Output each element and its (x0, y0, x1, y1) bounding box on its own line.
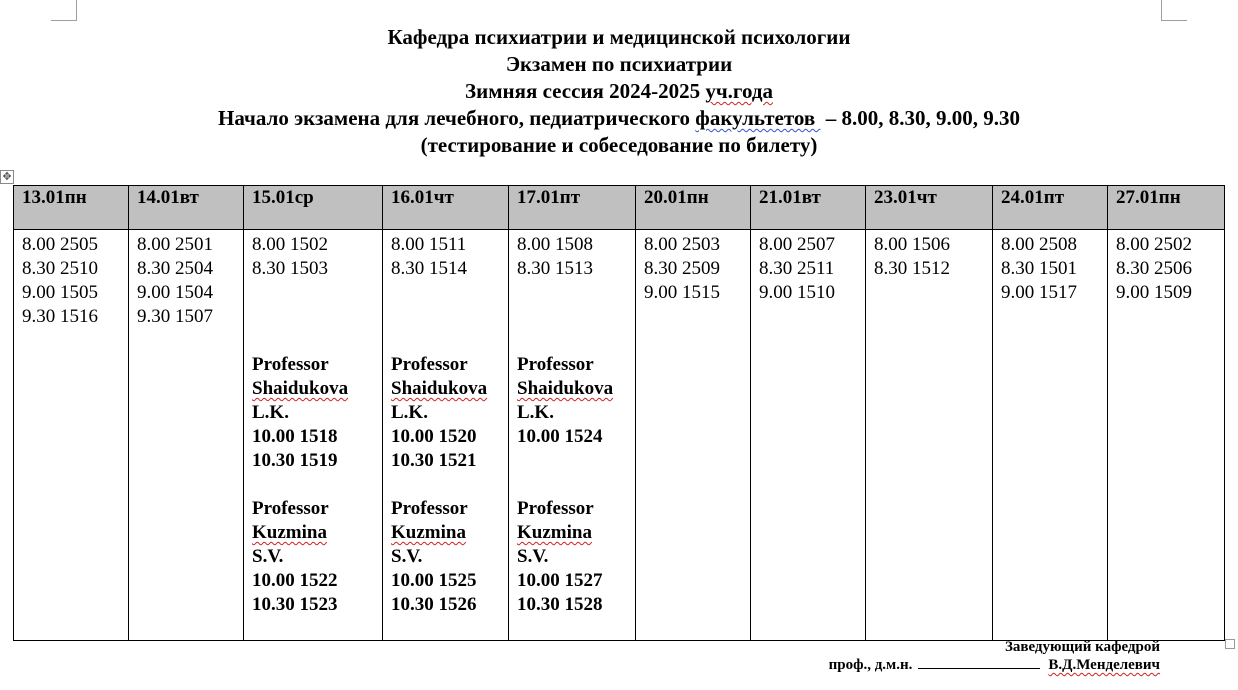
day-slots-cell[interactable] (244, 230, 383, 641)
time-slot: 8.00 2508 (1001, 234, 1077, 255)
date-label: 21.01вт (759, 187, 821, 208)
date-label: 23.01чт (874, 187, 937, 208)
time-slot: 9.30 1507 (137, 306, 213, 327)
blank-line (391, 473, 508, 497)
heading-times: – 8.00, 8.30, 9.00, 9.30 (820, 106, 1020, 130)
day-slots-cell[interactable] (866, 230, 993, 641)
time-slot: 9.00 1517 (1001, 282, 1077, 303)
time-slot: 8.00 1506 (874, 234, 950, 255)
signature-blank (918, 656, 1040, 669)
blank-line (391, 329, 508, 353)
time-slot: 8.00 2501 (137, 234, 213, 255)
professor-initials: L.K. (391, 402, 428, 423)
time-slot: 8.00 2505 (22, 234, 98, 255)
time-slot: 8.30 1512 (874, 258, 950, 279)
professor-initials: S.V. (517, 546, 549, 567)
date-header-cell (14, 186, 129, 230)
day-slots-cell[interactable] (636, 230, 751, 641)
professor-title: Professor (252, 354, 329, 375)
time-slot: 9.00 1504 (137, 282, 213, 303)
time-slot: 8.00 2503 (644, 234, 720, 255)
time-slot: 8.00 2507 (759, 234, 835, 255)
professor-name-text: Kuzmina (517, 522, 592, 543)
day-slots-cell[interactable] (509, 230, 636, 641)
time-slot: 9.00 1509 (1116, 282, 1192, 303)
date-label: 24.01пт (1001, 187, 1065, 208)
signature-title: Заведующий кафедрой (1004, 639, 1160, 655)
blank-line (391, 281, 508, 305)
date-label: 14.01вт (137, 187, 199, 208)
signature-line (829, 656, 1160, 674)
date-header-cell (129, 186, 244, 230)
heading-session (0, 78, 1238, 105)
professor-name (517, 377, 635, 401)
date-header-cell (383, 186, 509, 230)
time-slot: 8.30 2510 (22, 258, 98, 279)
professor-title: Professor (391, 498, 468, 519)
professor-title: Professor (517, 498, 594, 519)
professor-name-text: Shaidukova (252, 378, 349, 399)
time-slot: 8.30 1513 (517, 258, 593, 279)
time-slot: 8.00 1511 (391, 234, 467, 255)
professor-time-slot: 10.30 1521 (391, 450, 477, 471)
day-slots-cell[interactable] (14, 230, 129, 641)
heading-department: Кафедра психиатрии и медицинской психологии (387, 25, 851, 49)
professor-time-slot: 10.00 1518 (252, 426, 338, 447)
date-header-cell (866, 186, 993, 230)
schedule-header-row (14, 186, 1225, 230)
signature-name: В.Д.Менделевич (1048, 657, 1160, 673)
date-header-cell (509, 186, 636, 230)
professor-title: Professor (517, 354, 594, 375)
professor-time-slot: 10.30 1519 (252, 450, 338, 471)
day-slots-cell[interactable] (383, 230, 509, 641)
day-slots-cell[interactable] (129, 230, 244, 641)
blank-line (252, 329, 382, 353)
blank-line (517, 281, 635, 305)
date-header-cell (993, 186, 1108, 230)
time-slot: 9.00 1505 (22, 282, 98, 303)
time-slot: 8.30 2506 (1116, 258, 1192, 279)
blank-line (517, 329, 635, 353)
time-slot: 8.30 1514 (391, 258, 467, 279)
time-slot: 8.30 1503 (252, 258, 328, 279)
blank-line (391, 305, 508, 329)
professor-time-slot: 10.00 1527 (517, 570, 603, 591)
time-slot: 9.00 1510 (759, 282, 835, 303)
professor-title: Professor (391, 354, 468, 375)
schedule-body-row (14, 230, 1225, 641)
date-header-cell (244, 186, 383, 230)
time-slot: 9.00 1515 (644, 282, 720, 303)
heading-session-text: Зимняя сессия 2024-2025 (465, 79, 706, 103)
heading-exam: Экзамен по психиатрии (505, 52, 733, 76)
signature-degree: проф., д.м.н. (828, 657, 913, 673)
professor-name (391, 521, 508, 545)
document-heading (0, 24, 1238, 159)
date-label: 15.01ср (252, 187, 314, 208)
date-header-cell (636, 186, 751, 230)
professor-name-text: Shaidukova (517, 378, 614, 399)
time-slot: 8.00 1508 (517, 234, 593, 255)
professor-name (252, 521, 382, 545)
professor-time-slot: 10.00 1520 (391, 426, 477, 447)
professor-initials: S.V. (252, 546, 284, 567)
professor-initials: L.K. (252, 402, 289, 423)
date-label: 20.01пн (644, 187, 709, 208)
professor-name (391, 377, 508, 401)
table-move-icon[interactable]: ✥ (0, 170, 14, 184)
table-resize-icon[interactable] (1225, 639, 1235, 649)
blank-line (252, 305, 382, 329)
exam-schedule-table (13, 185, 1225, 641)
professor-initials: L.K. (517, 402, 554, 423)
date-header-cell (1108, 186, 1225, 230)
date-label: 13.01пн (22, 187, 87, 208)
date-label: 16.01чт (391, 187, 454, 208)
professor-name (252, 377, 382, 401)
crop-mark-top-left (51, 0, 77, 21)
day-slots-cell[interactable] (751, 230, 866, 641)
professor-time-slot: 10.30 1528 (517, 594, 603, 615)
heading-start-text: Начало экзамена для лечебного, педиатрического (218, 106, 696, 130)
date-label: 17.01пт (517, 187, 581, 208)
professor-title: Professor (252, 498, 329, 519)
heading-start-times (0, 105, 1238, 132)
time-slot: 9.30 1516 (22, 306, 98, 327)
time-slot: 8.30 2504 (137, 258, 213, 279)
professor-name-text: Kuzmina (391, 522, 466, 543)
time-slot: 8.30 2509 (644, 258, 720, 279)
professor-time-slot: 10.30 1523 (252, 594, 338, 615)
blank-line (252, 281, 382, 305)
blank-line (517, 449, 635, 473)
time-slot: 8.30 2511 (759, 258, 835, 279)
professor-time-slot: 10.00 1524 (517, 426, 603, 447)
professor-time-slot: 10.30 1526 (391, 594, 477, 615)
crop-mark-top-right (1161, 0, 1187, 21)
professor-initials: S.V. (391, 546, 423, 567)
professor-time-slot: 10.00 1525 (391, 570, 477, 591)
time-slot: 8.00 2502 (1116, 234, 1192, 255)
professor-name-text: Shaidukova (391, 378, 488, 399)
professor-time-slot: 10.00 1522 (252, 570, 338, 591)
blank-line (517, 473, 635, 497)
blank-line (252, 473, 382, 497)
time-slot: 8.30 1501 (1001, 258, 1077, 279)
professor-name (517, 521, 635, 545)
day-slots-cell[interactable] (1108, 230, 1225, 641)
heading-session-year-word: уч.года (705, 79, 773, 103)
date-header-cell (751, 186, 866, 230)
professor-name-text: Kuzmina (252, 522, 327, 543)
date-label: 27.01пн (1116, 187, 1181, 208)
heading-faculties-word: факультетов (695, 106, 821, 130)
heading-format: (тестирование и собеседование по билету) (420, 133, 818, 157)
blank-line (517, 305, 635, 329)
day-slots-cell[interactable] (993, 230, 1108, 641)
time-slot: 8.00 1502 (252, 234, 328, 255)
